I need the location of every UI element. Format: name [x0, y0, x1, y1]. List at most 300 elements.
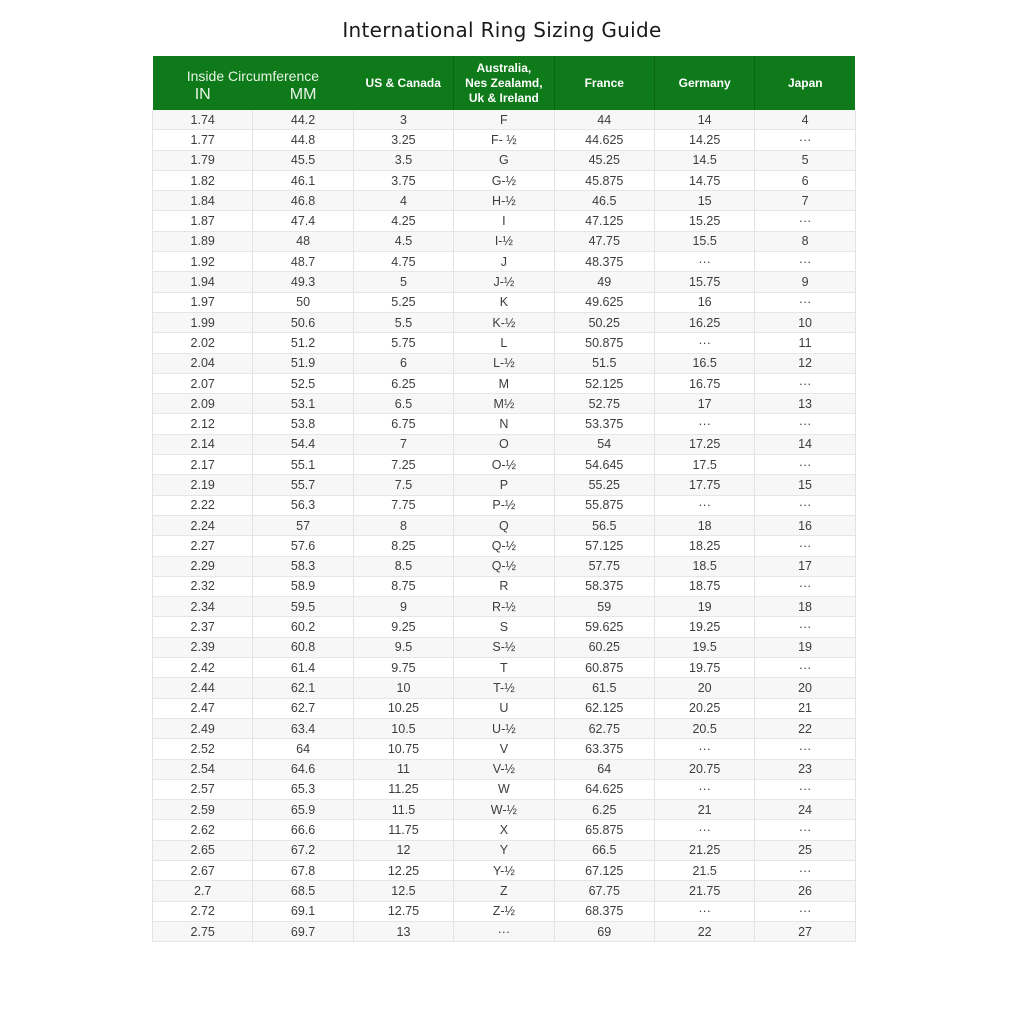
header-japan: Japan	[755, 56, 855, 110]
cell-germany: 18.5	[654, 556, 754, 576]
cell-aus-uk: F	[454, 110, 554, 130]
table-row	[153, 658, 856, 678]
cell-mm: 60.2	[253, 617, 353, 637]
table-row	[153, 434, 856, 454]
cell-in: 2.62	[153, 820, 253, 840]
cell-germany: 20.75	[654, 759, 754, 779]
cell-germany: 20	[654, 678, 754, 698]
cell-us-canada: 3.5	[353, 150, 453, 170]
cell-japan: 8	[755, 231, 855, 251]
cell-aus-uk: V-½	[454, 759, 554, 779]
cell-aus-uk: H-½	[454, 191, 554, 211]
cell-mm: 50	[253, 292, 353, 312]
table-row	[153, 678, 856, 698]
cell-us-canada: 5.25	[353, 292, 453, 312]
cell-mm: 69.7	[253, 921, 353, 941]
cell-germany: 15.5	[654, 231, 754, 251]
cell-aus-uk: Y	[454, 840, 554, 860]
cell-germany: 16	[654, 292, 754, 312]
cell-france: 50.25	[554, 312, 654, 332]
cell-france: 66.5	[554, 840, 654, 860]
cell-mm: 48	[253, 231, 353, 251]
cell-mm: 67.2	[253, 840, 353, 860]
cell-japan: ···	[755, 495, 855, 515]
table-body	[153, 110, 856, 942]
table-row	[153, 921, 856, 941]
cell-japan: ···	[755, 211, 855, 231]
cell-aus-uk: Y-½	[454, 860, 554, 880]
table-row	[153, 881, 856, 901]
cell-in: 2.19	[153, 475, 253, 495]
cell-france: 65.875	[554, 820, 654, 840]
cell-mm: 63.4	[253, 718, 353, 738]
cell-aus-uk: W	[454, 779, 554, 799]
cell-japan: ···	[755, 536, 855, 556]
cell-mm: 59.5	[253, 597, 353, 617]
cell-in: 2.75	[153, 921, 253, 941]
cell-in: 2.24	[153, 515, 253, 535]
cell-japan: 9	[755, 272, 855, 292]
cell-aus-uk: N	[454, 414, 554, 434]
table-row	[153, 536, 856, 556]
cell-aus-uk: X	[454, 820, 554, 840]
cell-germany: 17.75	[654, 475, 754, 495]
cell-us-canada: 3.25	[353, 130, 453, 150]
cell-germany: 17.5	[654, 455, 754, 475]
cell-in: 2.57	[153, 779, 253, 799]
table-row	[153, 556, 856, 576]
cell-in: 2.14	[153, 434, 253, 454]
cell-mm: 51.9	[253, 353, 353, 373]
cell-us-canada: 9.5	[353, 637, 453, 657]
cell-us-canada: 12.5	[353, 881, 453, 901]
cell-mm: 50.6	[253, 312, 353, 332]
cell-france: 45.875	[554, 170, 654, 190]
table-row	[153, 718, 856, 738]
cell-aus-uk: M½	[454, 394, 554, 414]
cell-germany: 20.5	[654, 718, 754, 738]
table-row	[153, 779, 856, 799]
table-row	[153, 272, 856, 292]
cell-aus-uk: M	[454, 373, 554, 393]
cell-aus-uk: R-½	[454, 597, 554, 617]
cell-in: 2.27	[153, 536, 253, 556]
cell-in: 2.54	[153, 759, 253, 779]
cell-japan: ···	[755, 414, 855, 434]
table-row	[153, 617, 856, 637]
cell-france: 46.5	[554, 191, 654, 211]
cell-france: 58.375	[554, 576, 654, 596]
cell-france: 67.75	[554, 881, 654, 901]
cell-aus-uk: Z	[454, 881, 554, 901]
cell-aus-uk: O	[454, 434, 554, 454]
cell-in: 1.84	[153, 191, 253, 211]
cell-france: 55.875	[554, 495, 654, 515]
header-australia-nz-uk-ireland	[454, 56, 554, 110]
cell-us-canada: 13	[353, 921, 453, 941]
table-row	[153, 414, 856, 434]
table-row	[153, 475, 856, 495]
cell-japan: 22	[755, 718, 855, 738]
cell-mm: 69.1	[253, 901, 353, 921]
cell-in: 2.39	[153, 637, 253, 657]
cell-mm: 62.1	[253, 678, 353, 698]
cell-japan: 24	[755, 800, 855, 820]
cell-us-canada: 7.5	[353, 475, 453, 495]
cell-germany: ···	[654, 414, 754, 434]
cell-in: 1.79	[153, 150, 253, 170]
cell-us-canada: 12	[353, 840, 453, 860]
cell-germany: ···	[654, 495, 754, 515]
cell-mm: 65.9	[253, 800, 353, 820]
cell-france: 69	[554, 921, 654, 941]
cell-in: 2.34	[153, 597, 253, 617]
cell-us-canada: 8.5	[353, 556, 453, 576]
cell-aus-uk: P-½	[454, 495, 554, 515]
cell-japan: 17	[755, 556, 855, 576]
cell-germany: 22	[654, 921, 754, 941]
cell-us-canada: 4.5	[353, 231, 453, 251]
cell-france: 64	[554, 759, 654, 779]
cell-germany: 18.25	[654, 536, 754, 556]
cell-france: 6.25	[554, 800, 654, 820]
cell-mm: 48.7	[253, 252, 353, 272]
cell-mm: 66.6	[253, 820, 353, 840]
cell-mm: 45.5	[253, 150, 353, 170]
cell-germany: 18.75	[654, 576, 754, 596]
cell-germany: ···	[654, 252, 754, 272]
cell-france: 44	[554, 110, 654, 130]
cell-mm: 53.8	[253, 414, 353, 434]
header-inside-circumference: Inside Circumference	[153, 56, 354, 86]
cell-japan: 5	[755, 150, 855, 170]
table-row	[153, 800, 856, 820]
cell-mm: 64	[253, 739, 353, 759]
cell-us-canada: 3	[353, 110, 453, 130]
cell-in: 2.65	[153, 840, 253, 860]
cell-mm: 55.1	[253, 455, 353, 475]
cell-japan: 16	[755, 515, 855, 535]
cell-us-canada: 8.25	[353, 536, 453, 556]
cell-us-canada: 11.5	[353, 800, 453, 820]
cell-france: 56.5	[554, 515, 654, 535]
cell-in: 1.89	[153, 231, 253, 251]
cell-france: 60.875	[554, 658, 654, 678]
cell-in: 2.12	[153, 414, 253, 434]
cell-aus-uk: K-½	[454, 312, 554, 332]
cell-in: 2.49	[153, 718, 253, 738]
cell-aus-uk: W-½	[454, 800, 554, 820]
cell-mm: 52.5	[253, 373, 353, 393]
cell-france: 54.645	[554, 455, 654, 475]
cell-germany: ···	[654, 820, 754, 840]
cell-france: 50.875	[554, 333, 654, 353]
header-aus-line-3: Uk & Ireland	[468, 90, 539, 105]
cell-aus-uk: I-½	[454, 231, 554, 251]
cell-france: 62.125	[554, 698, 654, 718]
cell-japan: ···	[755, 779, 855, 799]
cell-japan: ···	[755, 658, 855, 678]
cell-mm: 57	[253, 515, 353, 535]
cell-japan: ···	[755, 252, 855, 272]
ring-size-table	[152, 56, 856, 942]
cell-germany: 15.75	[654, 272, 754, 292]
cell-japan: 12	[755, 353, 855, 373]
cell-france: 52.125	[554, 373, 654, 393]
cell-mm: 60.8	[253, 637, 353, 657]
table-row	[153, 597, 856, 617]
cell-germany: 18	[654, 515, 754, 535]
cell-us-canada: 4.75	[353, 252, 453, 272]
cell-japan: 10	[755, 312, 855, 332]
cell-france: 52.75	[554, 394, 654, 414]
cell-aus-uk: P	[454, 475, 554, 495]
cell-mm: 47.4	[253, 211, 353, 231]
cell-france: 59	[554, 597, 654, 617]
cell-japan: 20	[755, 678, 855, 698]
cell-japan: 21	[755, 698, 855, 718]
cell-germany: ···	[654, 739, 754, 759]
cell-in: 2.29	[153, 556, 253, 576]
cell-germany: 21.25	[654, 840, 754, 860]
cell-mm: 57.6	[253, 536, 353, 556]
cell-germany: 17.25	[654, 434, 754, 454]
header-us-canada: US & Canada	[353, 56, 453, 110]
cell-aus-uk: L-½	[454, 353, 554, 373]
cell-france: 53.375	[554, 414, 654, 434]
cell-in: 2.47	[153, 698, 253, 718]
table-row	[153, 860, 856, 880]
cell-aus-uk: I	[454, 211, 554, 231]
cell-france: 60.25	[554, 637, 654, 657]
cell-germany: 14	[654, 110, 754, 130]
table-row	[153, 252, 856, 272]
table-row	[153, 739, 856, 759]
cell-mm: 53.1	[253, 394, 353, 414]
cell-germany: 21.75	[654, 881, 754, 901]
cell-japan: 6	[755, 170, 855, 190]
cell-us-canada: 7	[353, 434, 453, 454]
cell-japan: ···	[755, 373, 855, 393]
cell-us-canada: 3.75	[353, 170, 453, 190]
cell-mm: 64.6	[253, 759, 353, 779]
cell-aus-uk: K	[454, 292, 554, 312]
cell-germany: 14.5	[654, 150, 754, 170]
cell-japan: 15	[755, 475, 855, 495]
cell-mm: 62.7	[253, 698, 353, 718]
cell-japan: 26	[755, 881, 855, 901]
cell-germany: 14.25	[654, 130, 754, 150]
cell-in: 2.72	[153, 901, 253, 921]
table-row	[153, 312, 856, 332]
cell-in: 1.74	[153, 110, 253, 130]
cell-france: 45.25	[554, 150, 654, 170]
cell-japan: 23	[755, 759, 855, 779]
table-row	[153, 231, 856, 251]
cell-france: 62.75	[554, 718, 654, 738]
cell-us-canada: 4.25	[353, 211, 453, 231]
cell-us-canada: 7.25	[353, 455, 453, 475]
cell-in: 2.07	[153, 373, 253, 393]
cell-in: 1.99	[153, 312, 253, 332]
cell-france: 57.75	[554, 556, 654, 576]
cell-aus-uk: G-½	[454, 170, 554, 190]
cell-mm: 67.8	[253, 860, 353, 880]
cell-aus-uk: Z-½	[454, 901, 554, 921]
cell-mm: 68.5	[253, 881, 353, 901]
cell-in: 1.92	[153, 252, 253, 272]
cell-in: 1.82	[153, 170, 253, 190]
table-row	[153, 840, 856, 860]
cell-in: 2.59	[153, 800, 253, 820]
table-row	[153, 373, 856, 393]
cell-germany: 19.75	[654, 658, 754, 678]
cell-mm: 46.8	[253, 191, 353, 211]
table-header	[153, 56, 856, 110]
cell-in: 2.44	[153, 678, 253, 698]
cell-aus-uk: Q	[454, 515, 554, 535]
cell-aus-uk: S-½	[454, 637, 554, 657]
cell-aus-uk: O-½	[454, 455, 554, 475]
cell-japan: ···	[755, 860, 855, 880]
table-row	[153, 495, 856, 515]
cell-mm: 61.4	[253, 658, 353, 678]
cell-us-canada: 9	[353, 597, 453, 617]
cell-germany: 15	[654, 191, 754, 211]
cell-aus-uk: F- ½	[454, 130, 554, 150]
cell-mm: 44.8	[253, 130, 353, 150]
cell-us-canada: 8.75	[353, 576, 453, 596]
cell-in: 2.42	[153, 658, 253, 678]
cell-mm: 51.2	[253, 333, 353, 353]
table-row	[153, 353, 856, 373]
cell-aus-uk: V	[454, 739, 554, 759]
table-row	[153, 110, 856, 130]
cell-france: 44.625	[554, 130, 654, 150]
cell-japan: 7	[755, 191, 855, 211]
cell-in: 2.17	[153, 455, 253, 475]
cell-us-canada: 9.25	[353, 617, 453, 637]
cell-in: 2.32	[153, 576, 253, 596]
cell-france: 61.5	[554, 678, 654, 698]
cell-aus-uk: G	[454, 150, 554, 170]
cell-japan: 14	[755, 434, 855, 454]
cell-france: 59.625	[554, 617, 654, 637]
cell-mm: 58.9	[253, 576, 353, 596]
cell-mm: 44.2	[253, 110, 353, 130]
cell-japan: ···	[755, 901, 855, 921]
cell-japan: 18	[755, 597, 855, 617]
cell-aus-uk: Q-½	[454, 556, 554, 576]
cell-mm: 46.1	[253, 170, 353, 190]
cell-france: 64.625	[554, 779, 654, 799]
header-mm: MM	[253, 86, 353, 110]
table-row	[153, 130, 856, 150]
cell-us-canada: 11.25	[353, 779, 453, 799]
cell-us-canada: 11	[353, 759, 453, 779]
cell-in: 2.37	[153, 617, 253, 637]
cell-us-canada: 5	[353, 272, 453, 292]
cell-us-canada: 6.25	[353, 373, 453, 393]
cell-in: 2.7	[153, 881, 253, 901]
cell-aus-uk: S	[454, 617, 554, 637]
cell-us-canada: 5.5	[353, 312, 453, 332]
cell-mm: 54.4	[253, 434, 353, 454]
table-row	[153, 211, 856, 231]
table-row	[153, 292, 856, 312]
cell-aus-uk: L	[454, 333, 554, 353]
cell-japan: ···	[755, 739, 855, 759]
cell-germany: 14.75	[654, 170, 754, 190]
cell-us-canada: 6.75	[353, 414, 453, 434]
page-title: International Ring Sizing Guide	[342, 18, 662, 42]
table-row	[153, 698, 856, 718]
cell-in: 2.22	[153, 495, 253, 515]
cell-in: 2.09	[153, 394, 253, 414]
cell-japan: 13	[755, 394, 855, 414]
cell-mm: 49.3	[253, 272, 353, 292]
cell-aus-uk: T-½	[454, 678, 554, 698]
header-germany: Germany	[654, 56, 754, 110]
cell-germany: 19.5	[654, 637, 754, 657]
table-row	[153, 333, 856, 353]
cell-us-canada: 12.25	[353, 860, 453, 880]
cell-france: 63.375	[554, 739, 654, 759]
cell-france: 49	[554, 272, 654, 292]
table-row	[153, 191, 856, 211]
cell-in: 2.52	[153, 739, 253, 759]
header-aus-line-1: Australia,	[476, 60, 532, 75]
cell-france: 67.125	[554, 860, 654, 880]
cell-us-canada: 6.5	[353, 394, 453, 414]
cell-japan: ···	[755, 820, 855, 840]
cell-us-canada: 10	[353, 678, 453, 698]
cell-us-canada: 6	[353, 353, 453, 373]
cell-in: 1.77	[153, 130, 253, 150]
table-row	[153, 820, 856, 840]
cell-france: 57.125	[554, 536, 654, 556]
cell-us-canada: 11.75	[353, 820, 453, 840]
cell-france: 48.375	[554, 252, 654, 272]
cell-france: 47.125	[554, 211, 654, 231]
cell-aus-uk: J-½	[454, 272, 554, 292]
cell-japan: ···	[755, 576, 855, 596]
cell-germany: 16.75	[654, 373, 754, 393]
cell-france: 47.75	[554, 231, 654, 251]
header-aus-line-2: Nes Zealamd,	[465, 75, 543, 90]
table-row	[153, 150, 856, 170]
cell-aus-uk: U	[454, 698, 554, 718]
cell-germany: 15.25	[654, 211, 754, 231]
table-row	[153, 170, 856, 190]
cell-us-canada: 5.75	[353, 333, 453, 353]
cell-aus-uk: U-½	[454, 718, 554, 738]
cell-germany: ···	[654, 901, 754, 921]
cell-in: 1.97	[153, 292, 253, 312]
cell-france: 54	[554, 434, 654, 454]
cell-japan: 11	[755, 333, 855, 353]
cell-in: 2.02	[153, 333, 253, 353]
cell-germany: 20.25	[654, 698, 754, 718]
table-row	[153, 455, 856, 475]
table-row	[153, 394, 856, 414]
cell-japan: ···	[755, 455, 855, 475]
cell-us-canada: 9.75	[353, 658, 453, 678]
cell-germany: 21	[654, 800, 754, 820]
cell-in: 1.94	[153, 272, 253, 292]
cell-us-canada: 4	[353, 191, 453, 211]
table-row	[153, 515, 856, 535]
